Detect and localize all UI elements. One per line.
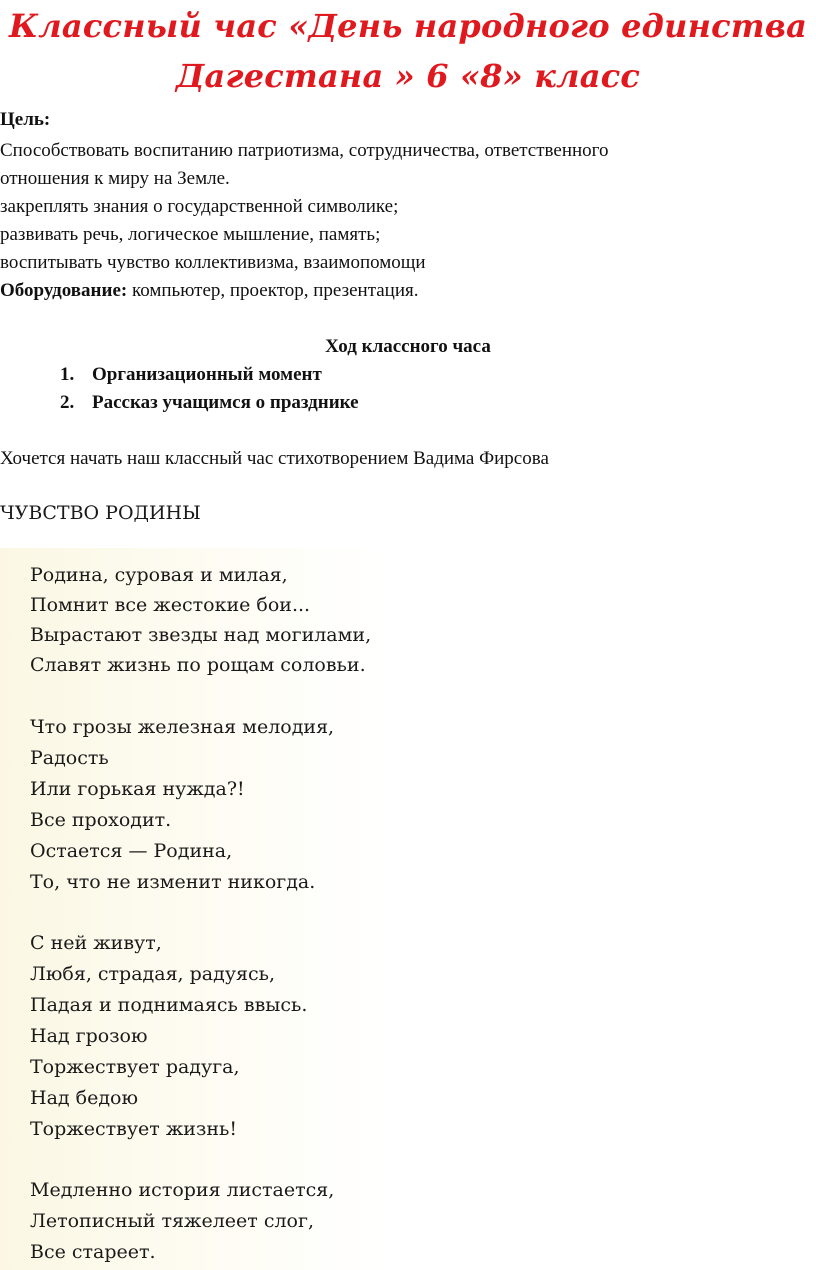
poem-line: Над грозою [30,1025,148,1047]
plan-heading: Ход классного часа [325,336,491,357]
poem-line: Любя, страдая, радуясь, [30,963,276,985]
goal-line: воспитывать чувство коллективизма, взаимопомощи [0,252,426,273]
plan-item-text: Организационный момент [92,364,322,385]
plan-item-number: 2. [60,392,75,413]
plan-item-text: Рассказ учащимся о празднике [92,392,359,413]
poem-line: Остается — Родина, [30,840,233,862]
plan-item [60,391,359,415]
poem-line: Торжествует радуга, [30,1056,240,1078]
plan-item [60,363,322,387]
poem-line: Или горькая нужда?! [30,778,245,800]
poem-line: Над бедою [30,1087,138,1109]
goal-label: Цель: [0,109,51,130]
intro-text: Хочется начать наш классный час стихотворением Вадима Фирсова [0,448,549,469]
equipment-line [0,279,419,303]
poem-line: Радость [30,747,109,769]
poem-line: Славят жизнь по рощам соловьи. [30,654,366,676]
poem-line: С ней живут, [30,932,162,954]
plan-item-number: 1. [60,364,75,385]
poem-line: Все стареет. [30,1241,156,1263]
poem-line: Помнит все жестокие бои... [30,594,311,616]
document-title-line-1: Классный час «День народного единства [8,7,808,45]
equipment-label: Оборудование: [0,280,128,301]
equipment-value: компьютер, проектор, презентация. [127,280,419,301]
poem-line: Что грозы железная мелодия, [30,716,335,738]
poem-line: Вырастают звезды над могилами, [30,624,372,646]
poem-line: Родина, суровая и милая, [30,564,288,586]
goal-line: отношения к миру на Земле. [0,168,230,189]
poem-line: Падая и поднимаясь ввысь. [30,994,308,1016]
poem-line: Медленно история листается, [30,1179,335,1201]
poem-line: Все проходит. [30,809,172,831]
document-title-line-2: Дагестана » 6 «8» класс [175,57,641,95]
goal-line: закреплять знания о государственной символике; [0,196,399,217]
poem-title: ЧУВСТВО РОДИНЫ [0,502,201,524]
goal-line: Способствовать воспитанию патриотизма, сотрудничества, ответственного [0,140,609,161]
poem-line: Летописный тяжелеет слог, [30,1210,314,1232]
poem-line: Торжествует жизнь! [30,1118,237,1140]
poem-line: То, что не изменит никогда. [30,871,316,893]
goal-line: развивать речь, логическое мышление, память; [0,224,381,245]
